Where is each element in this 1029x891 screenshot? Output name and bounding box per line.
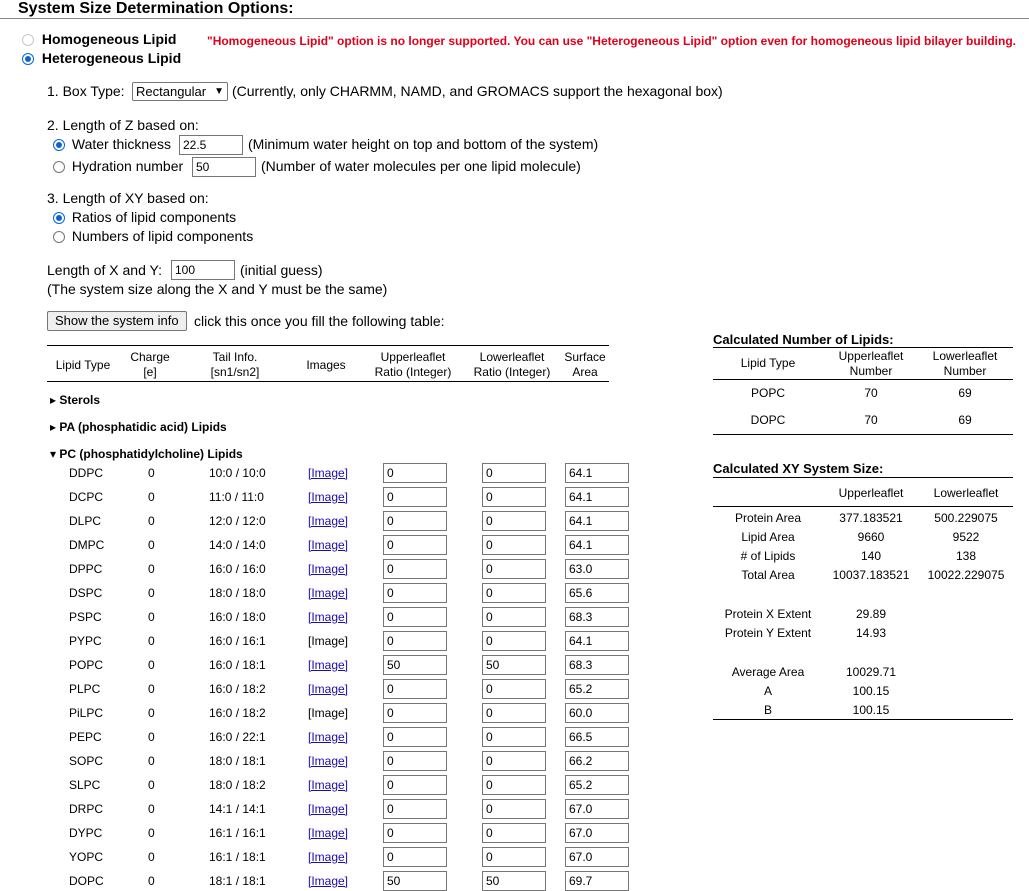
calc-lipids-title: Calculated Number of Lipids: [713, 332, 894, 347]
hydration-number-input[interactable]: 50 [192, 157, 256, 177]
lipid-image-link: [Image] [308, 634, 349, 648]
calc-xy-lower: 9522 [952, 530, 980, 544]
homogeneous-radio[interactable] [22, 34, 34, 46]
lipid-name: DPPC [69, 562, 103, 576]
lower-ratio-input[interactable]: 0 [482, 751, 546, 771]
surface-area-input[interactable]: 67.0 [565, 823, 629, 843]
calc-xy-upper: 140 [860, 549, 882, 563]
upper-ratio-input[interactable]: 0 [383, 679, 447, 699]
calc-lipids-col-upper [826, 349, 916, 379]
lower-ratio-input[interactable]: 0 [482, 511, 546, 531]
calc-lipids-col-upper-line1: Upperleaflet [838, 349, 904, 363]
lipid-charge: 0 [148, 658, 155, 672]
lipid-tail: 16:0 / 18:1 [209, 658, 266, 672]
surface-area-input[interactable]: 60.0 [565, 703, 629, 723]
box-type-select[interactable] [132, 82, 228, 101]
calc-average-value: 100.15 [852, 684, 890, 698]
upper-ratio-input[interactable]: 0 [383, 511, 447, 531]
lower-ratio-input[interactable]: 0 [482, 487, 546, 507]
upper-ratio-input[interactable]: 0 [383, 559, 447, 579]
lipid-image-link[interactable]: [Image] [308, 562, 349, 576]
upper-ratio-input[interactable]: 50 [383, 871, 447, 891]
lipid-tail: 18:0 / 18:1 [209, 754, 266, 768]
water-thickness-input[interactable]: 22.5 [179, 135, 243, 155]
lower-ratio-input[interactable]: 0 [482, 607, 546, 627]
col-upper-ratio [368, 350, 458, 380]
upper-ratio-input[interactable]: 50 [383, 655, 447, 675]
number-label: Numbers of lipid components [71, 228, 254, 244]
lipid-tail: 14:0 / 14:0 [209, 538, 266, 552]
lipid-table-top-rule [47, 345, 609, 346]
lipid-name: DDPC [69, 466, 104, 480]
col-upper-line2: Ratio (Integer) [374, 365, 452, 379]
lipid-image-link[interactable]: [Image] [308, 874, 349, 888]
water-thickness-note: (Minimum water height on top and bottom of the system) [248, 136, 599, 152]
lipid-charge: 0 [148, 778, 155, 792]
section-title: System Size Determination Options: [18, 0, 294, 17]
upper-ratio-input[interactable]: 0 [383, 607, 447, 627]
calc-xy-lower: 500.229075 [934, 511, 998, 525]
ratio-label: Ratios of lipid components [71, 209, 237, 225]
calc-lipid-lower: 69 [958, 386, 972, 400]
box-type-label: 1. Box Type: [47, 83, 125, 99]
lipid-tail: 11:0 / 11:0 [209, 490, 264, 504]
lower-ratio-input[interactable]: 0 [482, 679, 546, 699]
xy-section-label: 3. Length of XY based on: [47, 190, 209, 206]
surface-area-input[interactable]: 69.7 [565, 871, 629, 891]
lipid-tail: 12:0 / 12:0 [209, 514, 266, 528]
col-tail-line2: [sn1/sn2] [210, 365, 260, 379]
calc-xy-upper: 10037.183521 [832, 568, 910, 582]
lipid-image-link[interactable]: [Image] [308, 754, 349, 768]
col-lipid-type: Lipid Type [55, 358, 111, 372]
lower-ratio-input[interactable]: 0 [482, 559, 546, 579]
lipid-charge: 0 [148, 826, 155, 840]
surface-area-input[interactable]: 65.2 [565, 679, 629, 699]
lipid-charge: 0 [148, 562, 155, 576]
hydration-number-radio[interactable] [53, 161, 65, 173]
calc-lipids-col-type: Lipid Type [740, 356, 796, 370]
calc-lipid-lower: 69 [958, 413, 972, 427]
lipid-image-link[interactable]: [Image] [308, 490, 349, 504]
lipid-tail: 10:0 / 10:0 [209, 466, 266, 480]
calc-xy-col-upper: Upperleaflet [838, 486, 904, 500]
hydration-number-note: (Number of water molecules per one lipid molecule) [261, 158, 581, 174]
heterogeneous-radio[interactable] [22, 53, 34, 65]
lipid-image-link[interactable]: [Image] [308, 586, 349, 600]
lipid-tail: 16:1 / 16:1 [209, 826, 266, 840]
lipid-name: YOPC [69, 850, 104, 864]
lipid-name: PEPC [69, 730, 102, 744]
lipid-charge: 0 [148, 514, 155, 528]
box-type-value: Rectangular [136, 84, 207, 99]
ratio-option[interactable] [53, 209, 236, 225]
show-system-info-note: click this once you fill the following table: [194, 313, 445, 329]
calc-average-label: A [763, 684, 772, 698]
surface-area-input[interactable]: 66.5 [565, 727, 629, 747]
lipid-name: POPC [69, 658, 104, 672]
surface-area-input[interactable]: 66.2 [565, 751, 629, 771]
lipid-charge: 0 [148, 874, 155, 888]
surface-area-input[interactable]: 64.1 [565, 631, 629, 651]
lipid-name: PSPC [69, 610, 102, 624]
lipid-image-link[interactable]: [Image] [308, 610, 349, 624]
hydration-number-option[interactable] [53, 158, 183, 174]
lipid-image-link[interactable]: [Image] [308, 850, 349, 864]
calc-lipids-bottom-rule [713, 434, 1013, 435]
lipid-image-link[interactable]: [Image] [308, 730, 349, 744]
box-type-note: (Currently, only CHARMM, NAMD, and GROMACS support the hexagonal box) [232, 83, 723, 99]
homogeneous-option[interactable] [22, 31, 176, 47]
col-tail [190, 350, 280, 380]
lipid-tail: 16:0 / 22:1 [209, 730, 266, 744]
number-option[interactable] [53, 228, 253, 244]
calc-lipids-header-rule [713, 379, 1013, 380]
lipid-name: DYPC [69, 826, 103, 840]
lipid-tail: 16:0 / 18:2 [209, 682, 266, 696]
lipid-name: PYPC [69, 634, 102, 648]
lipid-image-link[interactable]: [Image] [308, 538, 349, 552]
lipid-charge: 0 [148, 610, 155, 624]
length-xy-input[interactable]: 100 [171, 260, 235, 280]
calc-average-label: B [763, 703, 772, 717]
lipid-tail: 16:1 / 18:1 [209, 850, 266, 864]
calc-xy-top-rule [713, 477, 1013, 478]
calc-xy-header-rule [713, 506, 1013, 507]
lipid-name: DMPC [69, 538, 105, 552]
calc-lipids-col-lower-line2: Number [943, 364, 987, 378]
surface-area-input[interactable]: 64.1 [565, 511, 629, 531]
lipid-tail: 16:0 / 18:0 [209, 610, 266, 624]
calc-xy-lower: 138 [955, 549, 977, 563]
col-charge [122, 350, 178, 380]
upper-ratio-input[interactable]: 0 [383, 583, 447, 603]
upper-ratio-input[interactable]: 0 [383, 487, 447, 507]
lipid-charge: 0 [148, 802, 155, 816]
calc-xy-upper: 377.183521 [839, 511, 903, 525]
lower-ratio-input[interactable]: 0 [482, 823, 546, 843]
surface-area-input[interactable]: 67.0 [565, 847, 629, 867]
water-thickness-radio[interactable] [53, 139, 65, 151]
lower-ratio-input[interactable]: 0 [482, 727, 546, 747]
heterogeneous-option[interactable] [22, 50, 181, 66]
surface-area-input[interactable]: 65.2 [565, 775, 629, 795]
surface-area-input[interactable]: 64.1 [565, 487, 629, 507]
calc-extent-value: 14.93 [855, 626, 887, 640]
calc-xy-upper: 9660 [857, 530, 885, 544]
calc-xy-col-lower: Lowerleaflet [933, 486, 999, 500]
lipid-image-link[interactable]: [Image] [308, 466, 349, 480]
upper-ratio-input[interactable]: 0 [383, 751, 447, 771]
lower-ratio-input[interactable]: 50 [482, 655, 546, 675]
calc-xy-lower: 10022.229075 [927, 568, 1005, 582]
lipid-name: SOPC [69, 754, 104, 768]
lower-ratio-input[interactable]: 0 [482, 583, 546, 603]
lipid-charge: 0 [148, 706, 155, 720]
lipid-tail: 16:0 / 16:1 [209, 634, 266, 648]
homogeneous-warning: "Homogeneous Lipid" option is no longer supported. You can use "Heterogeneous Lipid" option even for homogeneous lipid bilayer building. [207, 34, 1017, 48]
col-lower-line1: Lowerleaflet [479, 350, 545, 364]
lipid-charge: 0 [148, 466, 155, 480]
upper-ratio-input[interactable]: 0 [383, 799, 447, 819]
surface-area-input[interactable]: 63.0 [565, 559, 629, 579]
lower-ratio-input[interactable]: 0 [482, 631, 546, 651]
upper-ratio-input[interactable]: 0 [383, 847, 447, 867]
calc-extent-label: Protein X Extent [724, 607, 812, 621]
surface-area-input[interactable]: 65.6 [565, 583, 629, 603]
surface-area-input[interactable]: 64.1 [565, 463, 629, 483]
lipid-tail: 18:1 / 18:1 [209, 874, 266, 888]
calc-lipid-name: POPC [750, 386, 785, 400]
lipid-tail: 14:1 / 14:1 [209, 802, 266, 816]
calc-lipids-col-lower-line1: Lowerleaflet [932, 349, 998, 363]
col-surface-line1: Surface [564, 350, 606, 364]
lower-ratio-input[interactable]: 50 [482, 871, 546, 891]
lipid-name: DRPC [69, 802, 104, 816]
lipid-charge: 0 [148, 538, 155, 552]
upper-ratio-input[interactable]: 0 [383, 463, 447, 483]
calc-xy-title: Calculated XY System Size: [713, 461, 884, 476]
lipid-image-link: [Image] [308, 706, 349, 720]
lipid-charge: 0 [148, 682, 155, 696]
lipid-charge: 0 [148, 730, 155, 744]
col-upper-line1: Upperleaflet [380, 350, 446, 364]
surface-area-input[interactable]: 67.0 [565, 799, 629, 819]
lipid-charge: 0 [148, 634, 155, 648]
lipid-tail: 16:0 / 16:0 [209, 562, 266, 576]
upper-ratio-input[interactable]: 0 [383, 631, 447, 651]
lipid-charge: 0 [148, 490, 155, 504]
lower-ratio-input[interactable]: 0 [482, 703, 546, 723]
col-charge-line2: [e] [143, 365, 157, 379]
col-lower-ratio [466, 350, 558, 380]
calc-xy-label: Protein Area [734, 511, 802, 525]
upper-ratio-input[interactable]: 0 [383, 775, 447, 795]
lipid-image-link[interactable]: [Image] [308, 826, 349, 840]
calc-xy-label: Lipid Area [741, 530, 795, 544]
upper-ratio-input[interactable]: 0 [383, 535, 447, 555]
lipid-charge: 0 [148, 850, 155, 864]
upper-ratio-input[interactable]: 0 [383, 727, 447, 747]
lipid-image-link[interactable]: [Image] [308, 682, 349, 696]
calc-xy-label: # of Lipids [740, 549, 796, 563]
category-pc-lipids[interactable]: ▾ PC (phosphatidylcholine) Lipids [50, 447, 243, 461]
upper-ratio-input[interactable]: 0 [383, 823, 447, 843]
homogeneous-label: Homogeneous Lipid [41, 31, 177, 47]
lipid-image-link[interactable]: [Image] [308, 778, 349, 792]
lipid-name: PLPC [69, 682, 101, 696]
calc-lipids-col-lower [920, 349, 1010, 379]
col-lower-line2: Ratio (Integer) [473, 365, 551, 379]
calc-xy-label: Total Area [741, 568, 795, 582]
calc-extent-value: 29.89 [855, 607, 887, 621]
lipid-name: DCPC [69, 490, 104, 504]
lipid-tail: 18:0 / 18:2 [209, 778, 266, 792]
category-pa-lipids[interactable]: ▸ PA (phosphatidic acid) Lipids [50, 420, 227, 434]
water-thickness-label: Water thickness [71, 136, 171, 152]
z-section-label: 2. Length of Z based on: [47, 117, 199, 133]
col-surface-area [560, 350, 610, 380]
lipid-image-link[interactable]: [Image] [308, 802, 349, 816]
lipid-name: PiLPC [69, 706, 104, 720]
calc-extent-label: Protein Y Extent [724, 626, 812, 640]
lipid-table-header-rule [47, 381, 609, 382]
upper-ratio-input[interactable]: 0 [383, 703, 447, 723]
calc-lipids-col-upper-line2: Number [849, 364, 893, 378]
water-thickness-option[interactable] [53, 136, 171, 152]
lower-ratio-input[interactable]: 0 [482, 535, 546, 555]
calc-lipids-top-rule [713, 347, 1013, 348]
lipid-image-link[interactable]: [Image] [308, 658, 349, 672]
calc-average-label: Average Area [731, 665, 805, 679]
category-sterols[interactable]: ▸ Sterols [50, 393, 101, 407]
lower-ratio-input[interactable]: 0 [482, 775, 546, 795]
calc-average-value: 100.15 [852, 703, 890, 717]
number-radio[interactable] [53, 231, 65, 243]
hydration-number-label: Hydration number [71, 158, 184, 174]
calc-lipid-upper: 70 [864, 386, 878, 400]
lipid-name: DSPC [69, 586, 103, 600]
heterogeneous-label: Heterogeneous Lipid [41, 50, 182, 66]
lower-ratio-input[interactable]: 0 [482, 463, 546, 483]
calc-lipid-name: DOPC [750, 413, 786, 427]
lower-ratio-input[interactable]: 0 [482, 799, 546, 819]
surface-area-input[interactable]: 68.3 [565, 607, 629, 627]
lipid-charge: 0 [148, 754, 155, 768]
lipid-name: DOPC [69, 874, 104, 888]
lipid-charge: 0 [148, 586, 155, 600]
lower-ratio-input[interactable]: 0 [482, 847, 546, 867]
col-surface-line2: Area [572, 365, 598, 379]
calc-average-value: 10029.71 [845, 665, 897, 679]
lipid-name: DLPC [69, 514, 102, 528]
lipid-tail: 18:0 / 18:0 [209, 586, 266, 600]
length-xy-note2: (The system size along the X and Y must be the same) [47, 281, 388, 297]
calc-xy-bottom-rule [713, 719, 1013, 720]
chevron-down-icon: ▼ [214, 86, 224, 97]
lipid-image-link[interactable]: [Image] [308, 514, 349, 528]
ratio-radio[interactable] [53, 212, 65, 224]
col-charge-line1: Charge [130, 350, 170, 364]
show-system-info-button[interactable]: Show the system info [47, 311, 187, 331]
surface-area-input[interactable]: 64.1 [565, 535, 629, 555]
col-images: Images [306, 358, 346, 372]
calc-lipid-upper: 70 [864, 413, 878, 427]
surface-area-input[interactable]: 68.3 [565, 655, 629, 675]
length-xy-note: (initial guess) [240, 262, 323, 278]
length-xy-label: Length of X and Y: [47, 262, 162, 278]
col-tail-line1: Tail Info. [212, 350, 258, 364]
lipid-tail: 16:0 / 18:2 [209, 706, 266, 720]
lipid-name: SLPC [69, 778, 101, 792]
